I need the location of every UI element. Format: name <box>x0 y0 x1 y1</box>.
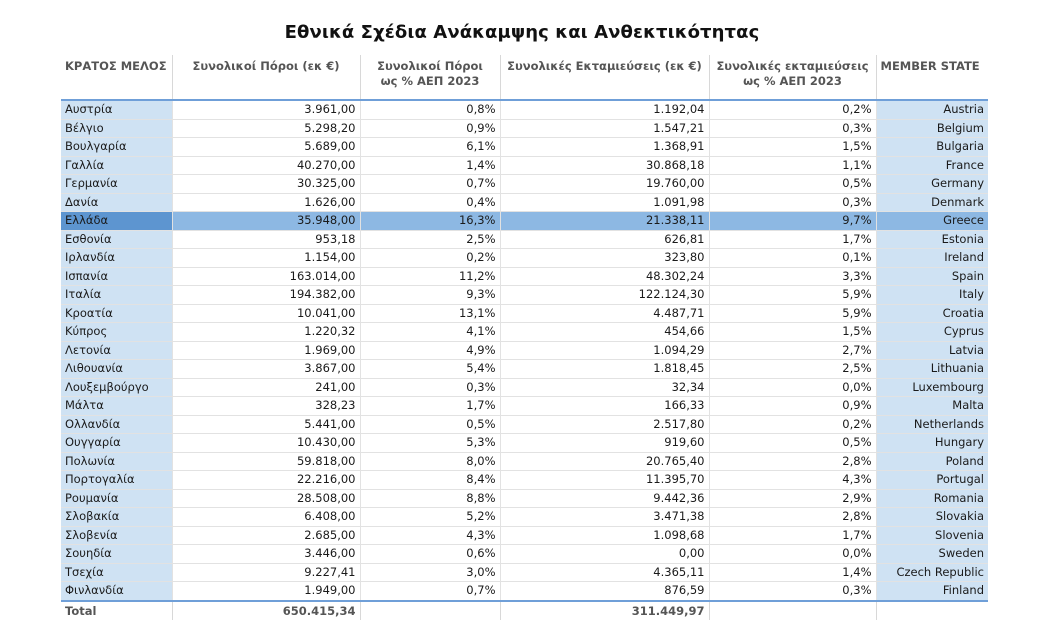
cell-country-gr: Ιρλανδία <box>61 249 172 268</box>
cell-total-disbursements: 323,80 <box>500 249 709 268</box>
cell-country-gr: Ολλανδία <box>61 415 172 434</box>
cell-disbursements-gdp: 1,1% <box>709 156 876 175</box>
cell-country-en: France <box>876 156 988 175</box>
cell-country-en: Bulgaria <box>876 138 988 157</box>
cell-disbursements-gdp: 1,4% <box>709 563 876 582</box>
cell-total-disbursements: 1.818,45 <box>500 360 709 379</box>
table-row[interactable] <box>61 138 988 157</box>
cell-resources-gdp: 3,0% <box>360 563 500 582</box>
cell-disbursements-gdp: 0,3% <box>709 193 876 212</box>
cell-disbursements-gdp: 2,7% <box>709 341 876 360</box>
table-row[interactable] <box>61 175 988 194</box>
cell-total-disbursements: 166,33 <box>500 397 709 416</box>
cell-disbursements-gdp: 1,5% <box>709 323 876 342</box>
cell-disbursements-gdp: 0,3% <box>709 582 876 601</box>
cell-country-gr: Ιταλία <box>61 286 172 305</box>
cell-total-disbursements: 626,81 <box>500 230 709 249</box>
cell-total-resources: 35.948,00 <box>172 212 360 231</box>
cell-total-disbursements: 1.368,91 <box>500 138 709 157</box>
cell-total-resources: 10.041,00 <box>172 304 360 323</box>
cell-resources-gdp: 0,7% <box>360 582 500 601</box>
cell-total-disbursements: 0,00 <box>500 545 709 564</box>
cell-total-resources: 5.689,00 <box>172 138 360 157</box>
cell-total-disbursements: 1.192,04 <box>500 100 709 119</box>
cell-resources-gdp: 8,4% <box>360 471 500 490</box>
cell-country-en: Romania <box>876 489 988 508</box>
cell-resources-gdp: 11,2% <box>360 267 500 286</box>
table-row[interactable] <box>61 100 988 119</box>
table-row[interactable] <box>61 286 988 305</box>
cell-country-gr: Δανία <box>61 193 172 212</box>
header-member-state-en[interactable]: MEMBER STATE <box>876 55 988 100</box>
cell-country-en: Croatia <box>876 304 988 323</box>
cell-country-en: Malta <box>876 397 988 416</box>
cell-disbursements-gdp: 4,3% <box>709 471 876 490</box>
cell-total-disbursements: 1.094,29 <box>500 341 709 360</box>
cell-total-disbursements: 30.868,18 <box>500 156 709 175</box>
cell-disbursements-gdp: 5,9% <box>709 304 876 323</box>
cell-total-resources: 30.325,00 <box>172 175 360 194</box>
cell-total-resources: 328,23 <box>172 397 360 416</box>
table-row[interactable] <box>61 249 988 268</box>
cell-country-gr: Γαλλία <box>61 156 172 175</box>
cell-resources-gdp: 2,5% <box>360 230 500 249</box>
cell-country-en: Hungary <box>876 434 988 453</box>
cell-disbursements-gdp: 5,9% <box>709 286 876 305</box>
cell-total-disbursements: 122.124,30 <box>500 286 709 305</box>
cell-country-en: Luxembourg <box>876 378 988 397</box>
cell-country-gr: Μάλτα <box>61 397 172 416</box>
cell-resources-gdp: 5,2% <box>360 508 500 527</box>
cell-total-disbursements: 876,59 <box>500 582 709 601</box>
header-member-state-gr[interactable]: ΚΡΑΤΟΣ ΜΕΛΟΣ <box>61 55 172 100</box>
cell-disbursements-gdp: 0,9% <box>709 397 876 416</box>
cell-resources-gdp: 4,1% <box>360 323 500 342</box>
cell-country-gr: Γερμανία <box>61 175 172 194</box>
cell-resources-gdp: 13,1% <box>360 304 500 323</box>
cell-country-gr: Αυστρία <box>61 100 172 119</box>
cell-total-resources: 59.818,00 <box>172 452 360 471</box>
cell-disbursements-gdp: 2,9% <box>709 489 876 508</box>
cell-disbursements-gdp: 0,3% <box>709 119 876 138</box>
cell-country-en: Latvia <box>876 341 988 360</box>
table-row[interactable] <box>61 563 988 582</box>
cell-disbursements-gdp: 2,8% <box>709 452 876 471</box>
cell-disbursements-gdp: 1,7% <box>709 230 876 249</box>
cell-country-gr: Ελλάδα <box>61 212 172 231</box>
table-row[interactable] <box>61 526 988 545</box>
page-title: Εθνικά Σχέδια Ανάκαμψης και Ανθεκτικότητας <box>284 22 760 43</box>
cell-total-resources: 194.382,00 <box>172 286 360 305</box>
cell-total-resources: 28.508,00 <box>172 489 360 508</box>
cell-country-en: Finland <box>876 582 988 601</box>
table-row[interactable] <box>61 452 988 471</box>
cell-country-en: Netherlands <box>876 415 988 434</box>
cell-resources-gdp: 4,3% <box>360 526 500 545</box>
cell-country-en: Spain <box>876 267 988 286</box>
cell-country-en: Slovenia <box>876 526 988 545</box>
cell-country-en: Poland <box>876 452 988 471</box>
cell-country-gr: Λουξεμβούργο <box>61 378 172 397</box>
cell-total-resources: 953,18 <box>172 230 360 249</box>
cell-resources-gdp: 9,3% <box>360 286 500 305</box>
cell-country-gr: Σουηδία <box>61 545 172 564</box>
table-row[interactable] <box>61 193 988 212</box>
cell-total-resources: 40.270,00 <box>172 156 360 175</box>
cell-total-resources: 6.408,00 <box>172 508 360 527</box>
table-row[interactable] <box>61 156 988 175</box>
table-row[interactable] <box>61 304 988 323</box>
cell-country-en: Greece <box>876 212 988 231</box>
cell-total-resources: 1.949,00 <box>172 582 360 601</box>
cell-country-gr: Εσθονία <box>61 230 172 249</box>
cell-country-en: Italy <box>876 286 988 305</box>
cell-total-disbursements: 21.338,11 <box>500 212 709 231</box>
cell-disbursements-gdp: 0,2% <box>709 415 876 434</box>
cell-country-gr: Ουγγαρία <box>61 434 172 453</box>
cell-resources-gdp: 1,7% <box>360 397 500 416</box>
cell-total-resources: 2.685,00 <box>172 526 360 545</box>
cell-country-en: Austria <box>876 100 988 119</box>
total-member-state <box>876 601 988 620</box>
cell-disbursements-gdp: 2,5% <box>709 360 876 379</box>
cell-country-gr: Πολωνία <box>61 452 172 471</box>
cell-country-gr: Βουλγαρία <box>61 138 172 157</box>
cell-resources-gdp: 16,3% <box>360 212 500 231</box>
total-row <box>61 601 988 620</box>
cell-resources-gdp: 8,8% <box>360 489 500 508</box>
cell-country-gr: Βέλγιο <box>61 119 172 138</box>
cell-resources-gdp: 0,8% <box>360 100 500 119</box>
recovery-plans-table <box>61 55 988 620</box>
cell-total-resources: 5.441,00 <box>172 415 360 434</box>
cell-total-resources: 10.430,00 <box>172 434 360 453</box>
cell-country-gr: Φινλανδία <box>61 582 172 601</box>
cell-total-resources: 22.216,00 <box>172 471 360 490</box>
cell-resources-gdp: 1,4% <box>360 156 500 175</box>
cell-country-gr: Ισπανία <box>61 267 172 286</box>
header-resources-gdp[interactable]: Συνολικοί Πόροι ως % ΑΕΠ 2023 <box>360 55 500 100</box>
cell-total-resources: 163.014,00 <box>172 267 360 286</box>
cell-total-disbursements: 2.517,80 <box>500 415 709 434</box>
cell-disbursements-gdp: 3,3% <box>709 267 876 286</box>
cell-total-disbursements: 32,34 <box>500 378 709 397</box>
cell-total-resources: 3.961,00 <box>172 100 360 119</box>
cell-country-gr: Κροατία <box>61 304 172 323</box>
cell-country-en: Portugal <box>876 471 988 490</box>
cell-total-disbursements: 11.395,70 <box>500 471 709 490</box>
total-disbursements-gdp <box>709 601 876 620</box>
table-row[interactable] <box>61 378 988 397</box>
cell-total-resources: 1.154,00 <box>172 249 360 268</box>
cell-country-en: Denmark <box>876 193 988 212</box>
cell-disbursements-gdp: 0,2% <box>709 100 876 119</box>
cell-country-gr: Τσεχία <box>61 563 172 582</box>
cell-total-disbursements: 4.487,71 <box>500 304 709 323</box>
cell-country-en: Estonia <box>876 230 988 249</box>
table-row[interactable] <box>61 508 988 527</box>
total-label: Total <box>61 601 172 620</box>
cell-resources-gdp: 5,4% <box>360 360 500 379</box>
cell-country-en: Ireland <box>876 249 988 268</box>
cell-country-en: Czech Republic <box>876 563 988 582</box>
table-row[interactable] <box>61 267 988 286</box>
cell-disbursements-gdp: 0,1% <box>709 249 876 268</box>
table-row[interactable] <box>61 582 988 601</box>
cell-country-gr: Ρουμανία <box>61 489 172 508</box>
cell-total-resources: 1.220,32 <box>172 323 360 342</box>
cell-disbursements-gdp: 0,0% <box>709 378 876 397</box>
cell-country-en: Slovakia <box>876 508 988 527</box>
cell-total-resources: 5.298,20 <box>172 119 360 138</box>
cell-country-gr: Πορτογαλία <box>61 471 172 490</box>
table-row[interactable] <box>61 341 988 360</box>
table-row[interactable] <box>61 434 988 453</box>
cell-total-disbursements: 1.091,98 <box>500 193 709 212</box>
table-row[interactable] <box>61 489 988 508</box>
cell-total-disbursements: 19.760,00 <box>500 175 709 194</box>
cell-resources-gdp: 4,9% <box>360 341 500 360</box>
header-row <box>61 55 988 100</box>
cell-disbursements-gdp: 0,5% <box>709 434 876 453</box>
cell-total-resources: 3.446,00 <box>172 545 360 564</box>
cell-total-resources: 3.867,00 <box>172 360 360 379</box>
cell-resources-gdp: 0,2% <box>360 249 500 268</box>
cell-total-disbursements: 48.302,24 <box>500 267 709 286</box>
cell-country-en: Cyprus <box>876 323 988 342</box>
cell-total-resources: 1.626,00 <box>172 193 360 212</box>
cell-disbursements-gdp: 2,8% <box>709 508 876 527</box>
cell-total-disbursements: 919,60 <box>500 434 709 453</box>
table-row[interactable] <box>61 471 988 490</box>
table-row[interactable] <box>61 415 988 434</box>
cell-total-resources: 9.227,41 <box>172 563 360 582</box>
cell-disbursements-gdp: 1,7% <box>709 526 876 545</box>
cell-disbursements-gdp: 9,7% <box>709 212 876 231</box>
total-disbursements: 311.449,97 <box>500 601 709 620</box>
total-resources-gdp <box>360 601 500 620</box>
cell-country-gr: Σλοβενία <box>61 526 172 545</box>
header-disbursements-gdp[interactable]: Συνολικές εκταμιεύσεις ως % ΑΕΠ 2023 <box>709 55 876 100</box>
cell-resources-gdp: 6,1% <box>360 138 500 157</box>
table-row[interactable] <box>61 397 988 416</box>
cell-disbursements-gdp: 0,0% <box>709 545 876 564</box>
cell-resources-gdp: 0,7% <box>360 175 500 194</box>
cell-resources-gdp: 0,4% <box>360 193 500 212</box>
table-row[interactable] <box>61 323 988 342</box>
cell-country-gr: Κύπρος <box>61 323 172 342</box>
cell-country-en: Belgium <box>876 119 988 138</box>
cell-total-disbursements: 9.442,36 <box>500 489 709 508</box>
cell-resources-gdp: 5,3% <box>360 434 500 453</box>
cell-country-gr: Λετονία <box>61 341 172 360</box>
cell-disbursements-gdp: 1,5% <box>709 138 876 157</box>
cell-resources-gdp: 0,5% <box>360 415 500 434</box>
header-total-resources[interactable]: Συνολικοί Πόροι (εκ €) <box>172 55 360 100</box>
cell-country-en: Germany <box>876 175 988 194</box>
header-total-disbursements[interactable]: Συνολικές Εκταμιεύσεις (εκ €) <box>500 55 709 100</box>
cell-country-en: Lithuania <box>876 360 988 379</box>
cell-disbursements-gdp: 0,5% <box>709 175 876 194</box>
cell-total-disbursements: 4.365,11 <box>500 563 709 582</box>
cell-country-en: Sweden <box>876 545 988 564</box>
cell-total-disbursements: 1.547,21 <box>500 119 709 138</box>
cell-total-disbursements: 20.765,40 <box>500 452 709 471</box>
cell-resources-gdp: 0,6% <box>360 545 500 564</box>
cell-total-disbursements: 1.098,68 <box>500 526 709 545</box>
total-resources: 650.415,34 <box>172 601 360 620</box>
cell-country-gr: Σλοβακία <box>61 508 172 527</box>
cell-total-resources: 241,00 <box>172 378 360 397</box>
table-row[interactable] <box>61 360 988 379</box>
cell-resources-gdp: 0,3% <box>360 378 500 397</box>
table-row[interactable] <box>61 119 988 138</box>
table-row[interactable] <box>61 212 988 231</box>
table-row[interactable] <box>61 230 988 249</box>
cell-country-gr: Λιθουανία <box>61 360 172 379</box>
table-row[interactable] <box>61 545 988 564</box>
cell-resources-gdp: 8,0% <box>360 452 500 471</box>
cell-total-resources: 1.969,00 <box>172 341 360 360</box>
cell-total-disbursements: 454,66 <box>500 323 709 342</box>
cell-total-disbursements: 3.471,38 <box>500 508 709 527</box>
cell-resources-gdp: 0,9% <box>360 119 500 138</box>
